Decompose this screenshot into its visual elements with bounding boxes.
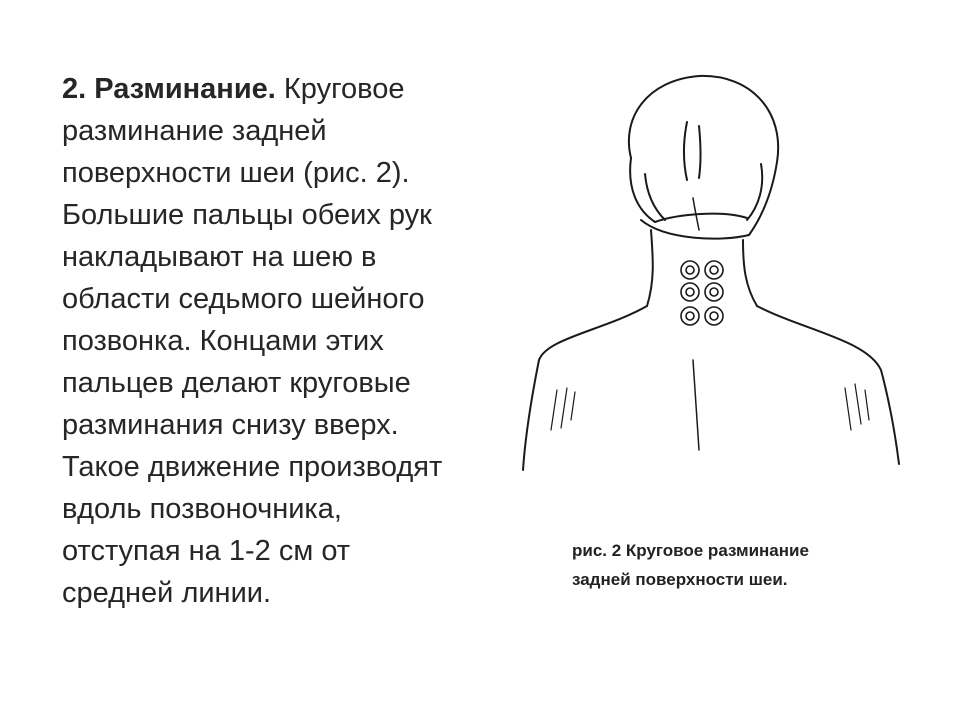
paragraph-line: средней линии. [62,577,272,609]
paragraph-line: пальцев делают круговые [62,367,411,399]
main-text-block [62,68,512,614]
paragraph-line: Такое движение производят [62,451,443,483]
paragraph-line: Большие пальцы обеих рук [62,199,432,231]
section-heading: 2. Разминание. [62,73,276,105]
figure-caption [572,536,902,594]
caption-line: задней поверхности шеи. [572,570,788,589]
paragraph-line: поверхности шеи (рис. 2). [62,157,410,189]
text-line-1 [62,68,512,110]
paragraph-line: вдоль позвоночника, [62,493,342,525]
paragraph-line: отступая на 1-2 см от [62,535,351,567]
paragraph-line: разминания снизу вверх. [62,409,399,441]
paragraph-line: разминание задней [62,115,327,147]
neck-back-illustration-icon [515,70,905,490]
paragraph-line: области седьмого шейного [62,283,425,315]
paragraph-line: Круговое [283,73,405,105]
caption-line: рис. 2 Круговое разминание [572,541,809,560]
paragraph-line: позвонка. Концами этих [62,325,384,357]
paragraph-line: накладывают на шею в [62,241,377,273]
